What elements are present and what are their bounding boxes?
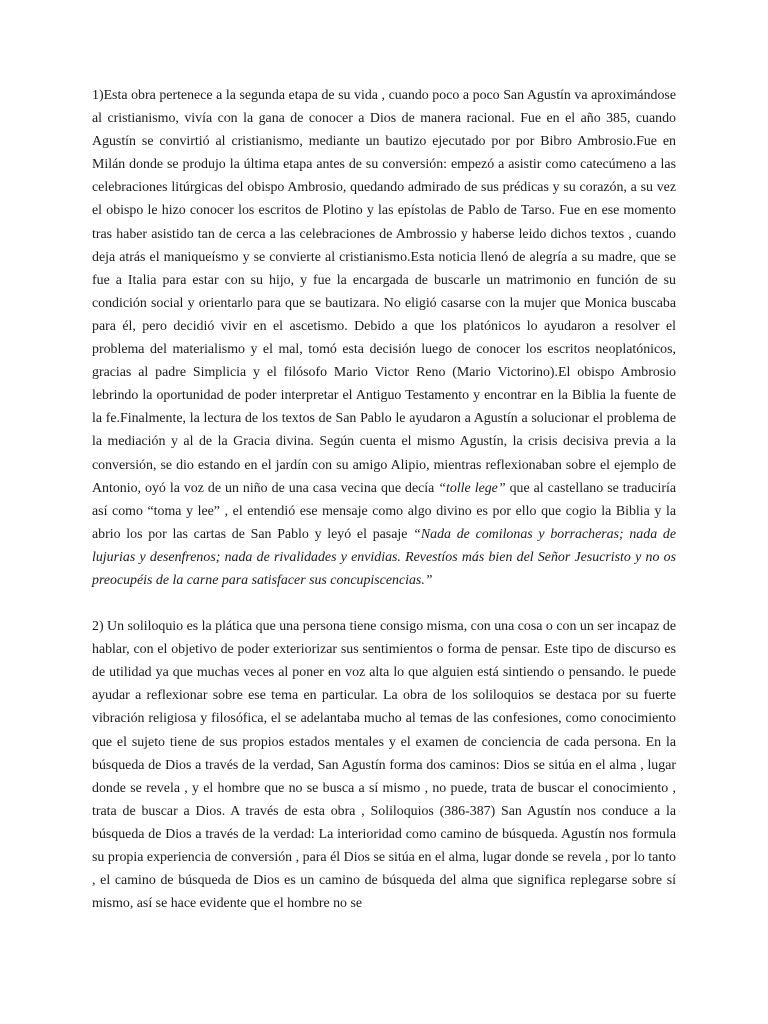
quote-san-pablo-passage: “Nada de comilonas y borracheras; nada de lujurias y desenfrenos; nada de rivalidades y envidias. Revestíos más bien del Señor Jesucristo y no os preocupéis de la carne para satisfacer sus concupiscencias.” bbox=[92, 526, 676, 588]
quote-tolle-lege: “tolle lege” bbox=[438, 480, 506, 496]
paragraph-1 bbox=[92, 84, 676, 592]
document-body bbox=[92, 84, 676, 915]
paragraph-1-text-b: que al castellano se traduciría así como “toma y lee” , el entendió ese mensaje como algo divino es por ello que cogio la Biblia y la abrio los por las cartas de San Pablo y leyó el pasaje bbox=[92, 480, 676, 542]
paragraph-2-text: 2) Un soliloquio es la plática que una persona tiene consigo misma, con una cosa o con un ser incapaz de hablar, con el objetivo de poder exteriorizar sus sentimientos o forma de pensar. Este tipo de discurso es de utilidad ya que muchas veces al poner en voz alta lo que alguien está sintiendo o pensando. le puede ayudar a reflexionar sobre ese tema en particular. La obra de los soliloquios se destaca por su fuerte vibración religiosa y filosófica, el se adelantaba mucho al temas de las confesiones, como conocimiento que el sujeto tiene de sus propios estados mentales y el examen de conciencia de cada persona. En la búsqueda de Dios a través de la verdad, San Agustín forma dos caminos: Dios se sitúa en el alma , lugar donde se revela , y el hombre que no se busca a sí mismo , no puede, trata de buscar el conocimiento , trata de buscar a Dios. A través de esta obra , Soliloquios (386-387) San Agustín nos conduce a la búsqueda de Dios a través de la verdad: La interioridad como camino de búsqueda. Agustín nos formula su propia experiencia de conversión , para él Dios se sitúa en el alma, lugar donde se revela , por lo tanto , el camino de búsqueda de Dios es un camino de búsqueda del alma que significa replegarse sobre sí mismo, así se hace evidente que el hombre no se bbox=[92, 619, 676, 912]
paragraph-1-text-a: 1)Esta obra pertenece a la segunda etapa de su vida , cuando poco a poco San Agustín va aproximándose al cristianismo, vivía con la gana de conocer a Dios de manera racional. Fue en el año 385, cuando Agustín se convirtió al cristianismo, mediante un bautizo ejecutado por por Bibro Ambrosio.Fue en Milán donde se produjo la última etapa antes de su conversión: empezó a asistir como catecúmeno a las celebraciones litúrgicas del obispo Ambrosio, quedando admirado de sus prédicas y su corazón, a su vez el obispo le hizo conocer los escritos de Plotino y las epístolas de Pablo de Tarso. Fue en ese momento tras haber asistido tan de cerca a las celebraciones de Ambrossio y haberse leido dichos textos , cuando deja atrás el maniqueísmo y se convierte al cristianismo.Esta noticia llenó de alegría a su madre, que se fue a Italia para estar con su hijo, y fue la encargada de buscarle un matrimonio en función de su condición social y orientarlo para que se bautizara. No eligió casarse con la mujer que Monica buscaba para él, pero decidió vivir en el ascetismo. Debido a que los platónicos lo ayudaron a resolver el problema del materialismo y el mal, tomó esta decisión luego de conocer los escritos neoplatónicos, gracias al padre Simplicia y el filósofo Mario Victor Reno (Mario Victorino).El obispo Ambrosio lebrindo la oportunidad de poder interpretar el Antiguo Testamento y encontrar en la Biblia la fuente de la fe.Finalmente, la lectura de los textos de San Pablo le ayudaron a Agustín a solucionar el problema de la mediación y al de la Gracia divina. Según cuenta el mismo Agustín, la crisis decisiva previa a la conversión, se dio estando en el jardín con su amigo Alipio, mientras reflexionaban sobre el ejemplo de Antonio, oyó la voz de un niño de una casa vecina que decía bbox=[92, 88, 676, 496]
paragraph-2 bbox=[92, 615, 676, 915]
